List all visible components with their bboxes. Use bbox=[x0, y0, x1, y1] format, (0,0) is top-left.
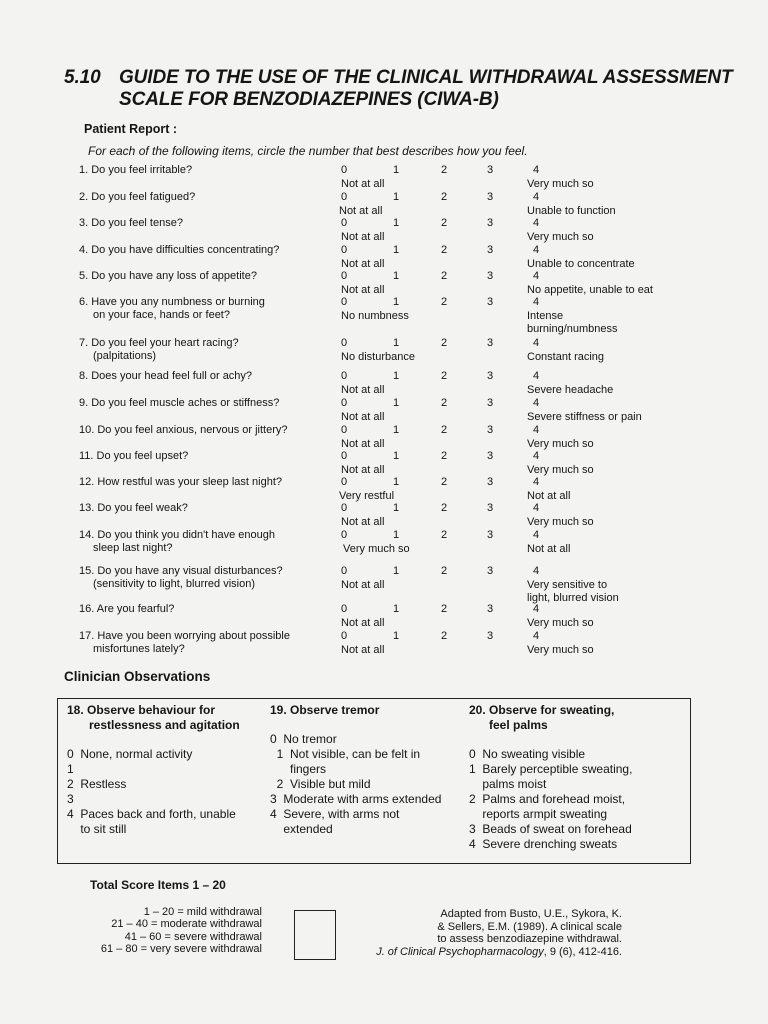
score-option-3[interactable]: 3 bbox=[487, 565, 494, 577]
score-option-2[interactable]: 2 bbox=[441, 244, 448, 256]
total-score-heading: Total Score Items 1 – 20 bbox=[90, 878, 226, 892]
citation-line-2: & Sellers, E.M. (1989). A clinical scale bbox=[437, 920, 622, 933]
scale-low-anchor: Not at all bbox=[341, 231, 385, 243]
question-text: 17. Have you been worrying about possible bbox=[79, 630, 290, 642]
score-option-3[interactable]: 3 bbox=[487, 476, 494, 488]
title-text-1: GUIDE TO THE USE OF THE CLINICAL WITHDRAWAL ASSESSMENT bbox=[119, 67, 733, 88]
scale-high-anchor: Very much so bbox=[527, 617, 594, 629]
page-title-line2: SCALE FOR BENZODIAZEPINES (CIWA-B) bbox=[119, 89, 499, 110]
score-option-0[interactable]: 0 bbox=[341, 270, 348, 282]
restlessness-rating-line: 3 bbox=[67, 792, 74, 806]
restlessness-rating-line: 0 None, normal activity bbox=[67, 747, 193, 761]
score-option-0[interactable]: 0 bbox=[341, 164, 348, 176]
score-option-4[interactable]: 4 bbox=[533, 630, 540, 642]
tremor-rating-line: 3 Moderate with arms extended bbox=[270, 792, 442, 806]
question-text: 8. Does your head feel full or achy? bbox=[79, 370, 253, 382]
scale-high-anchor: Very much so bbox=[527, 516, 594, 528]
score-range-line: 61 – 80 = very severe withdrawal bbox=[100, 943, 262, 956]
scale-high-anchor: Constant racing bbox=[527, 351, 605, 363]
score-option-3[interactable]: 3 bbox=[487, 164, 494, 176]
score-option-1[interactable]: 1 bbox=[393, 370, 400, 382]
question-text: 9. Do you feel muscle aches or stiffness? bbox=[79, 397, 280, 409]
sweating-rating-line: 4 Severe drenching sweats bbox=[469, 837, 618, 851]
scale-low-anchor: Not at all bbox=[341, 644, 385, 656]
score-option-3[interactable]: 3 bbox=[487, 270, 494, 282]
score-option-3[interactable]: 3 bbox=[487, 424, 494, 436]
question-text-cont: (sensitivity to light, blurred vision) bbox=[93, 578, 256, 590]
score-option-4[interactable]: 4 bbox=[533, 529, 540, 541]
question-text-cont: sleep last night? bbox=[93, 542, 173, 554]
question-text: 12. How restful was your sleep last night? bbox=[79, 476, 282, 488]
sweating-rating-line: 3 Beads of sweat on forehead bbox=[469, 822, 632, 836]
scale-high-anchor: Intense bbox=[527, 310, 564, 322]
col20-heading-2: feel palms bbox=[489, 718, 548, 732]
score-option-1[interactable]: 1 bbox=[393, 476, 400, 488]
col20-heading-1: 20. Observe for sweating, bbox=[469, 703, 615, 717]
observation-col-18 bbox=[67, 703, 240, 837]
score-option-2[interactable]: 2 bbox=[441, 191, 448, 203]
scale-high-anchor: Not at all bbox=[527, 543, 571, 555]
score-option-4[interactable]: 4 bbox=[533, 603, 540, 615]
score-option-4[interactable]: 4 bbox=[533, 424, 540, 436]
score-option-3[interactable]: 3 bbox=[487, 244, 494, 256]
question-text: 2. Do you feel fatigued? bbox=[79, 191, 196, 203]
scale-high-anchor: Very much so bbox=[527, 178, 594, 190]
sweating-rating-line: palms moist bbox=[469, 777, 547, 791]
score-option-3[interactable]: 3 bbox=[487, 630, 494, 642]
scale-high-anchor: Very sensitive to bbox=[527, 579, 608, 591]
score-option-1[interactable]: 1 bbox=[393, 397, 400, 409]
score-range-line: 41 – 60 = severe withdrawal bbox=[124, 930, 262, 943]
question-text-cont: misfortunes lately? bbox=[93, 643, 185, 655]
scale-high-anchor: Very much so bbox=[527, 464, 594, 476]
score-option-1[interactable]: 1 bbox=[393, 164, 400, 176]
score-option-3[interactable]: 3 bbox=[487, 502, 494, 514]
tremor-rating-line: 0 No tremor bbox=[270, 732, 337, 746]
score-option-0[interactable]: 0 bbox=[341, 502, 348, 514]
score-option-1[interactable]: 1 bbox=[393, 565, 400, 577]
citation-line-4 bbox=[366, 946, 622, 959]
scale-low-anchor: Not at all bbox=[339, 205, 383, 217]
col18-heading-1: 18. Observe behaviour for bbox=[67, 703, 216, 717]
sweating-rating-line: reports armpit sweating bbox=[469, 807, 608, 821]
score-option-4[interactable]: 4 bbox=[533, 337, 540, 349]
score-option-2[interactable]: 2 bbox=[441, 476, 448, 488]
scale-low-anchor: Not at all bbox=[341, 438, 385, 450]
score-option-2[interactable]: 2 bbox=[441, 450, 448, 462]
score-option-4[interactable]: 4 bbox=[533, 217, 540, 229]
scale-low-anchor: Very restful bbox=[339, 490, 395, 502]
restlessness-rating-line: to sit still bbox=[67, 822, 127, 836]
score-option-4[interactable]: 4 bbox=[533, 296, 540, 308]
score-option-2[interactable]: 2 bbox=[441, 296, 448, 308]
score-option-1[interactable]: 1 bbox=[393, 630, 400, 642]
scale-low-anchor: Not at all bbox=[341, 516, 385, 528]
question-text: 6. Have you any numbness or burning bbox=[79, 296, 265, 308]
score-option-2[interactable]: 2 bbox=[441, 565, 448, 577]
question-text: 16. Are you fearful? bbox=[79, 603, 175, 615]
question-text: 13. Do you feel weak? bbox=[79, 502, 188, 514]
question-text: 14. Do you think you didn't have enough bbox=[79, 529, 275, 541]
col19-heading: 19. Observe tremor bbox=[270, 703, 380, 717]
scale-low-anchor: Not at all bbox=[341, 411, 385, 423]
citation-details: , 9 (6), 412-416. bbox=[543, 945, 622, 958]
citation-line-3: to assess benzodiazepine withdrawal. bbox=[437, 933, 622, 946]
score-option-1[interactable]: 1 bbox=[393, 502, 400, 514]
scale-low-anchor: No numbness bbox=[341, 310, 409, 322]
score-option-0[interactable]: 0 bbox=[341, 565, 348, 577]
score-option-4[interactable]: 4 bbox=[533, 502, 540, 514]
scale-low-anchor: Not at all bbox=[341, 258, 385, 270]
score-option-2[interactable]: 2 bbox=[441, 370, 448, 382]
question-text: 3. Do you feel tense? bbox=[79, 217, 183, 229]
score-option-1[interactable]: 1 bbox=[393, 270, 400, 282]
score-option-1[interactable]: 1 bbox=[393, 424, 400, 436]
clinician-observations-box bbox=[57, 698, 691, 864]
score-option-0[interactable]: 0 bbox=[341, 424, 348, 436]
score-option-2[interactable]: 2 bbox=[441, 164, 448, 176]
score-option-0[interactable]: 0 bbox=[341, 370, 348, 382]
scale-high-anchor: Very much so bbox=[527, 644, 594, 656]
question-text: 5. Do you have any loss of appetite? bbox=[79, 270, 257, 282]
scale-high-anchor: Very much so bbox=[527, 231, 594, 243]
score-option-4[interactable]: 4 bbox=[533, 270, 540, 282]
scale-low-anchor: Not at all bbox=[341, 579, 385, 591]
score-range-line: 21 – 40 = moderate withdrawal bbox=[111, 918, 262, 931]
score-option-4[interactable]: 4 bbox=[533, 191, 540, 203]
restlessness-rating-line: 2 Restless bbox=[67, 777, 127, 791]
scale-high-anchor-cont: light, blurred vision bbox=[527, 592, 619, 604]
scale-high-anchor: Unable to concentrate bbox=[527, 258, 635, 270]
question-text: 7. Do you feel your heart racing? bbox=[79, 337, 239, 349]
score-option-2[interactable]: 2 bbox=[441, 397, 448, 409]
score-option-0[interactable]: 0 bbox=[341, 450, 348, 462]
score-option-4[interactable]: 4 bbox=[533, 476, 540, 488]
citation-journal: J. of Clinical Psychopharmacology bbox=[376, 945, 544, 958]
score-option-1[interactable]: 1 bbox=[393, 296, 400, 308]
scale-low-anchor: Very much so bbox=[343, 543, 410, 555]
tremor-rating-line: extended bbox=[270, 822, 333, 836]
score-option-2[interactable]: 2 bbox=[441, 424, 448, 436]
sweating-rating-line: 1 Barely perceptible sweating, bbox=[469, 762, 633, 776]
score-option-2[interactable]: 2 bbox=[441, 217, 448, 229]
patient-report-instruction: For each of the following items, circle the number that best describes how you feel. bbox=[88, 144, 528, 158]
question-text: 1. Do you feel irritable? bbox=[79, 164, 193, 176]
score-option-0[interactable]: 0 bbox=[341, 244, 348, 256]
score-option-3[interactable]: 3 bbox=[487, 603, 494, 615]
score-option-0[interactable]: 0 bbox=[341, 476, 348, 488]
score-option-3[interactable]: 3 bbox=[487, 529, 494, 541]
question-text-cont: (palpitations) bbox=[93, 350, 156, 362]
score-option-3[interactable]: 3 bbox=[487, 191, 494, 203]
tremor-rating-line: 1 Not visible, can be felt in bbox=[270, 747, 421, 761]
score-option-3[interactable]: 3 bbox=[487, 450, 494, 462]
citation bbox=[366, 908, 622, 958]
score-option-1[interactable]: 1 bbox=[393, 244, 400, 256]
question-text: 11. Do you feel upset? bbox=[79, 450, 189, 462]
tremor-rating-line: 2 Visible but mild bbox=[270, 777, 371, 791]
score-option-2[interactable]: 2 bbox=[441, 337, 448, 349]
score-legend bbox=[82, 906, 262, 956]
score-option-4[interactable]: 4 bbox=[533, 565, 540, 577]
tremor-rating-line: fingers bbox=[270, 762, 327, 776]
scale-low-anchor: Not at all bbox=[341, 464, 385, 476]
score-option-1[interactable]: 1 bbox=[393, 337, 400, 349]
score-option-3[interactable]: 3 bbox=[487, 370, 494, 382]
score-option-1[interactable]: 1 bbox=[393, 603, 400, 615]
question-text: 10. Do you feel anxious, nervous or jittery? bbox=[79, 424, 288, 436]
scale-high-anchor: Severe stiffness or pain bbox=[527, 411, 642, 423]
scale-high-anchor-cont: burning/numbness bbox=[527, 323, 618, 335]
score-option-0[interactable]: 0 bbox=[341, 296, 348, 308]
score-option-2[interactable]: 2 bbox=[441, 270, 448, 282]
scale-high-anchor: Severe headache bbox=[527, 384, 614, 396]
citation-line-1: Adapted from Busto, U.E., Sykora, K. bbox=[440, 908, 622, 920]
clinician-heading: Clinician Observations bbox=[64, 669, 211, 684]
score-option-4[interactable]: 4 bbox=[533, 370, 540, 382]
scale-low-anchor: Not at all bbox=[341, 617, 385, 629]
observation-col-20 bbox=[469, 703, 632, 852]
page-title-line1 bbox=[64, 67, 733, 89]
section-number: 5.10 bbox=[64, 67, 101, 88]
score-option-3[interactable]: 3 bbox=[487, 397, 494, 409]
score-option-2[interactable]: 2 bbox=[441, 529, 448, 541]
scale-low-anchor: Not at all bbox=[341, 178, 385, 190]
tremor-rating-line: 4 Severe, with arms not bbox=[270, 807, 400, 821]
question-text: 15. Do you have any visual disturbances? bbox=[79, 565, 283, 577]
question-text-cont: on your face, hands or feet? bbox=[93, 309, 230, 321]
score-option-0[interactable]: 0 bbox=[341, 217, 348, 229]
restlessness-rating-line: 4 Paces back and forth, unable bbox=[67, 807, 236, 821]
score-option-0[interactable]: 0 bbox=[341, 337, 348, 349]
score-option-0[interactable]: 0 bbox=[341, 397, 348, 409]
score-option-2[interactable]: 2 bbox=[441, 603, 448, 615]
sweating-rating-line: 0 No sweating visible bbox=[469, 747, 586, 761]
col18-heading-2: restlessness and agitation bbox=[89, 718, 240, 732]
score-option-0[interactable]: 0 bbox=[341, 630, 348, 642]
score-option-0[interactable]: 0 bbox=[341, 191, 348, 203]
score-option-3[interactable]: 3 bbox=[487, 217, 494, 229]
observation-col-19 bbox=[270, 703, 441, 837]
scale-low-anchor: No disturbance bbox=[341, 351, 415, 363]
score-range-line: 1 – 20 = mild withdrawal bbox=[143, 906, 262, 918]
score-option-0[interactable]: 0 bbox=[341, 603, 348, 615]
score-option-2[interactable]: 2 bbox=[441, 502, 448, 514]
total-score-box[interactable] bbox=[294, 910, 336, 960]
patient-report-heading: Patient Report : bbox=[84, 122, 178, 136]
scale-high-anchor: No appetite, unable to eat bbox=[527, 284, 653, 296]
scale-low-anchor: Not at all bbox=[341, 284, 385, 296]
score-option-0[interactable]: 0 bbox=[341, 529, 348, 541]
score-option-1[interactable]: 1 bbox=[393, 450, 400, 462]
score-option-1[interactable]: 1 bbox=[393, 217, 400, 229]
scale-high-anchor: Very much so bbox=[527, 438, 594, 450]
score-option-4[interactable]: 4 bbox=[533, 397, 540, 409]
score-option-4[interactable]: 4 bbox=[533, 164, 540, 176]
question-text: 4. Do you have difficulties concentrating? bbox=[79, 244, 280, 256]
score-option-1[interactable]: 1 bbox=[393, 529, 400, 541]
scale-high-anchor: Unable to function bbox=[527, 205, 616, 217]
score-option-4[interactable]: 4 bbox=[533, 244, 540, 256]
score-option-1[interactable]: 1 bbox=[393, 191, 400, 203]
restlessness-rating-line: 1 bbox=[67, 762, 74, 776]
sweating-rating-line: 2 Palms and forehead moist, bbox=[469, 792, 626, 806]
score-option-3[interactable]: 3 bbox=[487, 337, 494, 349]
scale-high-anchor: Not at all bbox=[527, 490, 571, 502]
scale-low-anchor: Not at all bbox=[341, 384, 385, 396]
score-option-3[interactable]: 3 bbox=[487, 296, 494, 308]
score-option-2[interactable]: 2 bbox=[441, 630, 448, 642]
score-option-4[interactable]: 4 bbox=[533, 450, 540, 462]
